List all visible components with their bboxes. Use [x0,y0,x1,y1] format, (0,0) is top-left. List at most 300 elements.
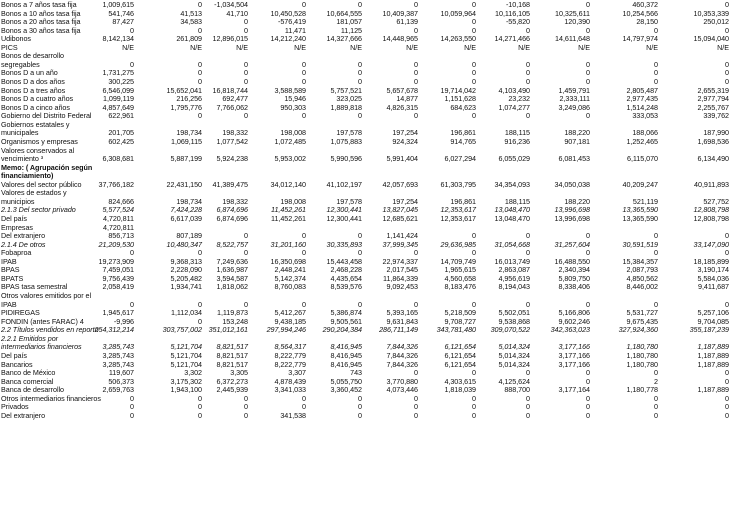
table-cell: 0 [130,393,134,403]
table-cell: 3,770,880 [386,376,418,386]
table-cell: 13,365,590 [622,205,658,215]
table-cell: 333,053 [632,111,658,121]
table-cell: 198,734 [176,128,202,138]
table-cell: 0 [244,25,248,35]
table-cell: 181,057 [336,17,362,27]
table-cell: 3,588,589 [274,85,306,95]
table-cell: 8,446,002 [626,282,658,292]
table-cell: 527,752 [703,196,729,206]
table-cell: 1,180,780 [626,342,658,352]
table-cell: 37,766,182 [98,179,134,189]
table-cell: 1,889,818 [330,102,362,112]
table-cell: 888,700 [504,385,530,395]
table-cell: 0 [414,25,418,35]
table-cell: 0 [526,59,530,69]
table-cell: 0 [198,410,202,420]
table-cell: 87,427 [112,17,134,27]
table-cell: 4,103,490 [498,85,530,95]
table-cell: 0 [526,68,530,78]
table-cell: 351,012,161 [208,325,248,335]
table-cell: 188,115 [504,128,530,138]
table-row [0,326,734,335]
table-cell: 0 [472,248,476,258]
table-cell: 0 [358,0,362,9]
table-cell: 0 [244,59,248,69]
table-cell: 0 [472,0,476,9]
table-cell: 1,965,615 [444,265,476,275]
table-cell: 0 [358,77,362,87]
table-cell: -9,996 [113,316,134,326]
table-cell: 188,220 [564,196,590,206]
row-label: Bonos D a dos años [1,78,65,87]
table-cell: 0 [130,59,134,69]
table-cell: 7,766,062 [216,102,248,112]
table-cell: 2,445,939 [216,385,248,395]
table-cell: 4,826,315 [386,102,418,112]
table-cell: 0 [654,393,658,403]
row-label: Valores conservados al [1,146,75,155]
row-label: Memo: ( Agrupación según [1,163,93,172]
table-cell: 1,187,889 [697,359,729,369]
table-cell: 8,222,779 [274,350,306,360]
row-label: Del extranjero [1,232,46,241]
table-cell: 0 [414,393,418,403]
table-cell: 6,121,654 [444,350,476,360]
table-cell: 6,121,654 [444,342,476,352]
table-cell: 0 [414,111,418,121]
table-cell: 303,757,002 [162,325,202,335]
row-label: Del extranjero [1,411,46,420]
table-cell: 3,285,743 [102,359,134,369]
table-cell: 16,488,550 [554,256,590,266]
row-label: Banco de México [1,369,56,378]
table-cell: 0 [302,402,306,412]
table-cell: 0 [586,231,590,241]
table-cell: 6,546,099 [102,85,134,95]
table-cell: 7,844,326 [386,359,418,369]
table-cell: 0 [725,410,729,420]
row-label: Bonos D a tres años [1,86,66,95]
table-cell: 6,617,039 [170,214,202,223]
table-cell: 0 [654,248,658,258]
table-cell: 4,560,658 [444,273,476,283]
table-cell: 4,857,649 [102,102,134,112]
table-cell: 0 [526,231,530,241]
table-row [0,10,734,19]
table-cell: 22,431,150 [166,179,202,189]
table-cell: 0 [414,77,418,87]
table-cell: 1,459,791 [558,85,590,95]
table-cell: 4,125,624 [498,376,530,386]
table-cell: 10,409,387 [382,8,418,18]
table-cell: 0 [654,25,658,35]
table-cell: 0 [198,25,202,35]
table-cell: 0 [472,410,476,420]
table-cell: 0 [725,402,729,412]
table-cell: 5,014,324 [498,342,530,352]
table-cell: 0 [198,393,202,403]
table-cell: 0 [358,111,362,121]
table-cell: 15,946 [284,94,306,104]
table-cell: 0 [414,59,418,69]
table-cell: 4,720,811 [103,214,134,223]
table-cell: 34,050,038 [554,179,590,189]
table-cell: 0 [198,68,202,78]
table-cell: 286,711,149 [379,325,418,335]
table-cell: 343,781,480 [436,325,476,335]
table-cell: 0 [198,299,202,309]
table-cell: 196,861 [450,128,476,138]
table-cell: 8,416,945 [330,342,362,352]
table-cell: 8,416,945 [330,359,362,369]
row-label: Bonos a 10 años tasa fija [1,9,81,18]
table-cell: 914,765 [450,136,476,146]
table-cell: 0 [414,410,418,420]
table-cell: 0 [526,77,530,87]
table-cell: 0 [358,68,362,78]
table-cell: 0 [586,376,590,386]
table-cell: 8,522,757 [216,239,248,249]
table-cell: 12,808,798 [693,205,729,215]
table-cell: 1,187,889 [697,342,729,352]
table-cell: 0 [725,393,729,403]
table-cell: 0 [725,59,729,69]
table-cell: 0 [586,402,590,412]
table-row [0,181,734,190]
table-cell: 3,285,743 [102,350,134,360]
table-cell: 8,194,043 [498,282,530,292]
table-cell: 1,943,100 [170,385,202,395]
table-cell: 61,139 [396,17,418,27]
table-cell: 5,393,165 [386,308,418,318]
table-cell: 16,350,698 [270,256,306,266]
table-cell: 3,177,166 [558,350,590,360]
table-cell: 541,746 [108,8,134,18]
table-cell: 12,896,015 [212,34,248,44]
table-cell: 40,911,893 [694,179,729,189]
table-cell: 15,384,357 [622,256,658,266]
table-cell: 0 [198,59,202,69]
table-cell: 153,248 [222,316,248,326]
table-cell: 0 [586,25,590,35]
table-cell: 0 [198,316,202,326]
table-cell: 41,389,475 [212,179,248,189]
table-cell: 0 [526,410,530,420]
table-cell: 10,116,105 [495,8,530,18]
table-cell: 0 [244,299,248,309]
row-label: BPAS [1,266,20,275]
table-cell: 10,325,611 [555,8,590,18]
table-cell: 30,591,519 [622,239,658,249]
table-cell: 0 [302,0,306,9]
row-label: Gobierno del Distrito Federal [1,112,92,121]
table-cell: 0 [725,368,729,378]
table-cell: 5,887,199 [170,154,202,164]
table-cell: 41,513 [180,8,202,18]
table-cell: 197,578 [336,128,362,138]
row-label: Bonos D a un año [1,69,58,78]
table-cell: 5,577,524 [102,205,134,215]
table-cell: 5,953,002 [274,154,306,164]
table-cell: 2,659,763 [102,385,134,395]
row-label: intermediarios financieros [1,343,82,352]
table-cell: 14,271,466 [494,34,530,44]
row-label: Fobaproa [1,249,32,258]
table-cell: 9,756,439 [102,273,134,283]
table-cell: 3,249,086 [558,102,590,112]
table-cell: 41,102,197 [326,179,362,189]
table-cell: 37,999,345 [382,239,418,249]
table-cell: 14,212,240 [270,34,306,44]
table-cell: 2,863,087 [498,265,530,275]
table-row [0,112,734,121]
table-cell: 0 [302,248,306,258]
table-cell: 5,412,267 [274,308,306,318]
row-label: Organismos y empresas [1,137,78,146]
table-cell: 3,175,302 [170,376,202,386]
table-row [0,283,734,292]
table-cell: 807,189 [176,231,202,241]
table-row [0,164,734,173]
table-cell: 9,538,868 [498,316,530,326]
table-cell: 0 [472,299,476,309]
table-cell: 0 [654,410,658,420]
table-row [0,395,734,404]
table-cell: 9,505,561 [330,316,362,326]
table-cell: 323,025 [336,94,362,104]
table-cell: 3,177,166 [558,359,590,369]
table-cell: 41,710 [226,8,248,18]
table-cell: 1,945,617 [102,308,134,318]
table-cell: 355,187,239 [689,325,729,335]
table-cell: 1,934,741 [170,282,202,292]
row-label: BPAS tasa semestral [1,283,68,292]
table-cell: 0 [244,410,248,420]
table-cell: 0 [198,248,202,258]
table-cell: 0 [586,111,590,121]
table-cell: 12,685,621 [382,214,418,223]
table-cell: 0 [586,68,590,78]
row-label: Otros intermediarios financieros [1,394,101,403]
table-cell: 7,249,636 [216,256,248,266]
row-label: BPATS [1,274,24,283]
row-label: Del país [1,215,27,223]
table-cell: 309,070,522 [490,325,530,335]
table-cell: 5,205,482 [170,273,202,283]
table-cell: 3,305 [230,368,248,378]
row-label: Banca de desarrollo [1,386,64,395]
table-cell: 19,273,909 [98,256,134,266]
table-cell: 0 [358,402,362,412]
table-cell: 9,704,085 [697,316,729,326]
table-cell: 1,731,275 [102,68,134,78]
table-cell: 216,256 [176,94,202,104]
row-label: Bonos a 7 años tasa fija [1,1,77,9]
table-cell: 0 [725,25,729,35]
table-cell: 7,459,051 [102,265,134,275]
table-cell: N/E [464,42,476,52]
table-cell: 198,734 [176,196,202,206]
table-cell: 0 [586,393,590,403]
table-cell: 2,805,487 [626,85,658,95]
table-cell: 8,338,406 [558,282,590,292]
table-cell: 5,121,704 [170,342,202,352]
table-cell: 0 [130,299,134,309]
row-label: FONDIN (antes FARAC) 4 [1,317,84,326]
table-cell: 30,335,893 [326,239,362,249]
table-cell: 9,708,727 [444,316,476,326]
table-row [0,52,734,61]
table-cell: 29,636,985 [440,239,476,249]
table-cell: 1,099,119 [103,94,134,104]
table-cell: 692,477 [222,94,248,104]
table-cell: 1,180,778 [626,385,658,395]
row-label: Banca comercial [1,377,54,386]
table-cell: 0 [472,59,476,69]
table-cell: -1,034,504 [214,0,248,9]
table-cell: 10,664,555 [326,8,362,18]
table-cell: 4,073,446 [386,385,418,395]
table-cell: 9,438,185 [274,316,306,326]
table-row [0,403,734,412]
table-cell: 5,386,874 [330,308,362,318]
table-cell: 0 [302,393,306,403]
table-cell: 5,657,678 [386,85,418,95]
table-cell: 15,443,458 [326,256,362,266]
table-row [0,35,734,44]
table-cell: 5,218,509 [444,308,476,318]
row-label: Bonos de desarrollo [1,52,64,61]
table-cell: 0 [358,59,362,69]
table-cell: 1,818,039 [444,385,476,395]
table-cell: 8,821,517 [216,359,248,369]
table-cell: 1,077,542 [216,136,248,146]
table-cell: 3,177,166 [558,342,590,352]
table-cell: 0 [198,402,202,412]
table-cell: 4,303,615 [444,376,476,386]
table-cell: 0 [725,248,729,258]
table-cell: 0 [302,111,306,121]
table-cell: 0 [358,248,362,258]
table-cell: 460,372 [632,0,658,9]
table-cell: 0 [414,299,418,309]
table-cell: N/E [350,42,362,52]
row-label: Bancarios [1,360,33,369]
table-cell: 0 [725,231,729,241]
table-cell: 2,977,435 [626,94,658,104]
table-cell: 4,878,439 [274,376,306,386]
table-cell: 0 [654,77,658,87]
row-label: PIDIREGAS [1,309,40,318]
table-cell: 0 [244,402,248,412]
table-cell: 0 [526,299,530,309]
table-cell: 13,996,698 [554,205,590,215]
row-label: financiamiento) [1,172,54,181]
table-cell: 5,142,374 [274,273,306,283]
table-cell: 0 [526,402,530,412]
table-cell: 31,201,160 [270,239,306,249]
table-cell: 3,285,743 [102,342,134,352]
table-cell: 1,818,062 [216,282,248,292]
table-cell: 856,713 [108,231,134,241]
table-cell: 0 [302,231,306,241]
table-cell: 1,180,780 [626,350,658,360]
table-cell: 261,809 [176,34,202,44]
table-cell: 5,531,727 [626,308,658,318]
table-cell: 0 [130,25,134,35]
table-cell: 9,368,313 [170,256,202,266]
table-row [0,155,734,164]
table-cell: 31,054,668 [494,239,530,249]
row-label: IPAB [1,300,17,309]
table-cell: 1,698,536 [697,136,729,146]
table-cell: 3,341,033 [274,385,306,395]
table-cell: N/E [236,42,248,52]
table-cell: 197,254 [392,196,418,206]
table-cell: -10,168 [505,0,530,9]
table-cell: 8,821,517 [216,350,248,360]
table-cell: 684,623 [450,102,476,112]
table-cell: 11,471 [284,25,306,35]
table-cell: N/E [518,42,530,52]
table-cell: 14,709,749 [440,256,476,266]
row-label: Bonos a 20 años tasa fija [1,18,81,27]
table-cell: 0 [130,410,134,420]
table-cell: 188,066 [632,128,658,138]
table-cell: 187,990 [703,128,729,138]
table-cell: 0 [358,231,362,241]
row-label: Del país [1,351,27,360]
table-cell: 0 [586,299,590,309]
table-cell: -576,419 [278,17,306,27]
table-cell: 339,762 [703,111,729,121]
table-cell: 7,424,228 [170,205,202,215]
table-cell: 1,151,628 [444,94,476,104]
table-cell: 13,048,470 [494,205,530,215]
table-cell: 5,991,404 [386,154,418,164]
table-cell: 290,204,384 [322,325,362,335]
table-cell: 341,538 [280,410,306,420]
table-cell: 11,452,261 [271,214,306,223]
table-cell: 5,757,521 [330,85,362,95]
table-cell: 15,652,041 [166,85,202,95]
row-label: vencimiento ³ [1,155,44,164]
table-cell: 0 [472,368,476,378]
table-cell: 4,956,619 [498,273,530,283]
table-cell: 0 [198,77,202,87]
table-cell: 5,166,806 [558,308,590,318]
table-cell: 0 [244,111,248,121]
table-cell: 2,448,241 [274,265,306,275]
table-cell: 907,181 [564,136,590,146]
table-cell: N/E [190,42,202,52]
table-row [0,138,734,147]
table-cell: 8,760,083 [274,282,306,292]
table-cell: 0 [244,393,248,403]
table-cell: 0 [654,299,658,309]
table-cell: 5,055,750 [330,376,362,386]
table-cell: 0 [526,248,530,258]
table-cell: 18,185,899 [693,256,729,266]
table-cell: 0 [472,393,476,403]
table-cell: 1,009,615 [102,0,134,9]
table-cell: 0 [414,68,418,78]
table-cell: 14,877 [396,94,418,104]
table-cell: 6,874,696 [216,205,248,215]
table-cell: 22,974,337 [382,256,418,266]
table-cell: 8,142,134 [102,34,134,44]
table-cell: 7,844,326 [386,342,418,352]
